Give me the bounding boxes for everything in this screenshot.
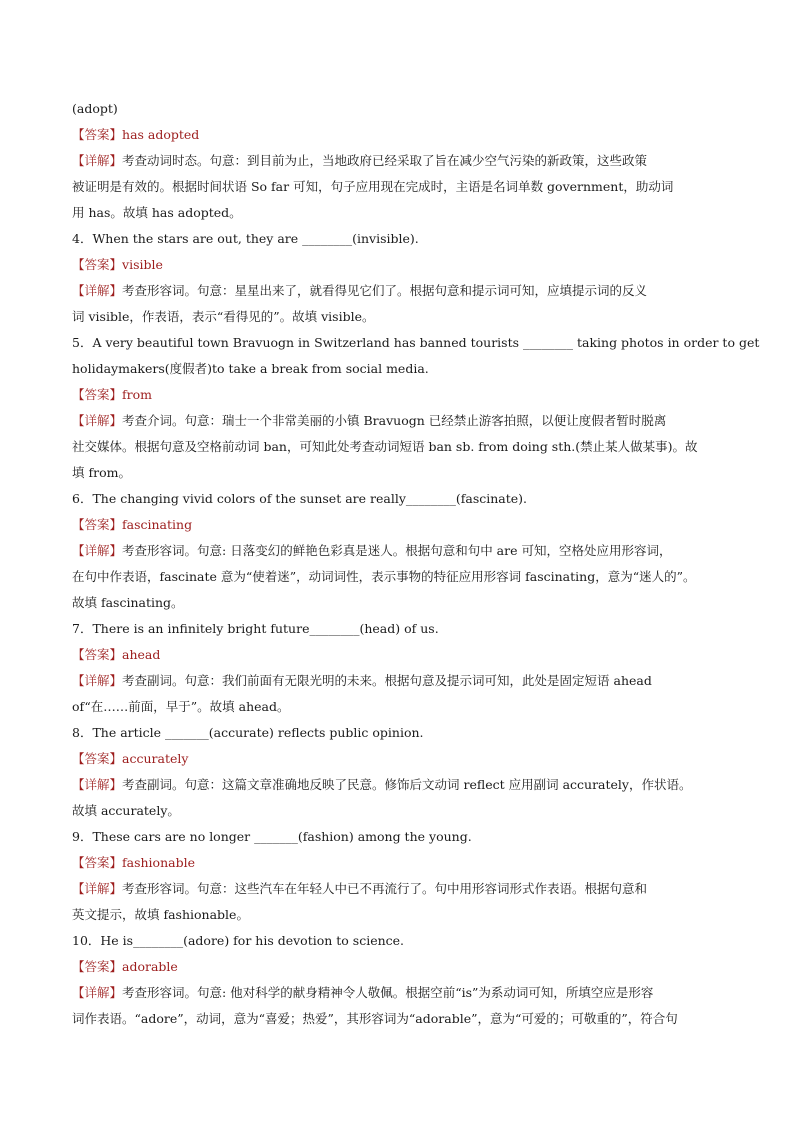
- body-text: 社交媒体。根据句意及空格前动词 ban，可知此处考查动词短语 ban sb. from doing sth.(禁止某人做某事)。故: [72, 439, 698, 454]
- answer-text: fascinating: [122, 517, 193, 532]
- text-line: [72, 226, 724, 252]
- answer-text: 【答案】: [72, 647, 123, 662]
- answer-text: 【答案】: [72, 127, 123, 142]
- text-line: [72, 460, 724, 486]
- answer-text: visible: [122, 257, 163, 272]
- text-line: [72, 616, 724, 642]
- answer-text: 【答案】: [72, 387, 123, 402]
- text-line: [72, 304, 724, 330]
- answer-text: 【详解】: [72, 413, 123, 428]
- text-line: [72, 850, 724, 876]
- body-text: 考查形容词。句意：星星出来了，就看得见它们了。根据句意和提示词可知，应填提示词的反义: [122, 283, 648, 298]
- body-text: (adopt): [72, 101, 118, 116]
- text-line: [72, 876, 724, 902]
- body-text: 10．He is________(adore) for his devotion to science.: [72, 933, 405, 948]
- answer-text: 【答案】: [72, 855, 123, 870]
- answer-text: from: [122, 387, 152, 402]
- answer-text: 【答案】: [72, 257, 123, 272]
- answer-text: ahead: [122, 647, 161, 662]
- body-text: 4．When the stars are out, they are ________(invisible).: [72, 231, 419, 246]
- text-line: [72, 382, 724, 408]
- answer-text: fashionable: [122, 855, 195, 870]
- body-text: 考查介词。句意：瑞士一个非常美丽的小镇 Bravuogn 已经禁止游客拍照，以便让度假者暂时脱离: [122, 413, 667, 428]
- text-line: [72, 330, 760, 356]
- text-line: [72, 356, 724, 382]
- body-text: 7．There is an infinitely bright future________(head) of us.: [72, 621, 439, 636]
- answer-text: adorable: [122, 959, 178, 974]
- answer-text: accurately: [122, 751, 189, 766]
- body-text: 考查动词时态。句意：到目前为止，当地政府已经采取了旨在减少空气污染的新政策，这些政策: [122, 153, 648, 168]
- text-line: [72, 200, 724, 226]
- body-text: 考查副词。句意：这篇文章准确地反映了民意。修饰后文动词 reflect 应用副词 accurately，作状语。: [122, 777, 692, 792]
- text-line: [72, 928, 724, 954]
- body-text: 填 from。: [72, 465, 131, 480]
- body-text: 考查形容词。句意：这些汽车在年轻人中已不再流行了。句中用形容词形式作表语。根据句意和: [122, 881, 648, 896]
- document-body: [72, 96, 760, 1032]
- body-text: 考查形容词。句意: 他对科学的献身精神令人敬佩。根据空前“is”为系动词可知，所填空应是形容: [122, 985, 654, 1000]
- text-line: [72, 772, 724, 798]
- text-line: [72, 824, 724, 850]
- body-text: 故填 fascinating。: [72, 595, 184, 610]
- body-text: 英文提示，故填 fashionable。: [72, 907, 249, 922]
- answer-text: has adopted: [122, 127, 200, 142]
- answer-text: 【详解】: [72, 985, 123, 1000]
- text-line: [72, 408, 724, 434]
- body-text: of“在……前面，早于”。故填 ahead。: [72, 699, 290, 714]
- text-line: [72, 278, 724, 304]
- text-line: [72, 252, 724, 278]
- text-line: [72, 590, 724, 616]
- answer-text: 【答案】: [72, 751, 123, 766]
- text-line: [72, 96, 724, 122]
- text-line: [72, 954, 724, 980]
- text-line: [72, 486, 724, 512]
- body-text: 8．The article _______(accurate) reflects public opinion.: [72, 725, 424, 740]
- text-line: [72, 538, 724, 564]
- answer-text: 【详解】: [72, 153, 123, 168]
- body-text: 考查形容词。句意: 日落变幻的鲜艳色彩真是迷人。根据句意和句中 are 可知，空格处应用形容词，: [122, 543, 672, 558]
- text-line: [72, 980, 724, 1006]
- answer-text: 【详解】: [72, 777, 123, 792]
- body-text: 故填 accurately。: [72, 803, 180, 818]
- text-line: [72, 746, 724, 772]
- answer-text: 【详解】: [72, 543, 123, 558]
- text-line: [72, 798, 724, 824]
- text-line: [72, 668, 724, 694]
- body-text: 9．These cars are no longer _______(fashion) among the young.: [72, 829, 472, 844]
- body-text: 6．The changing vivid colors of the sunset are really________(fascinate).: [72, 491, 528, 506]
- text-line: [72, 512, 724, 538]
- text-line: [72, 434, 724, 460]
- body-text: holidaymakers(度假者)to take a break from social media.: [72, 361, 429, 376]
- answer-text: 【详解】: [72, 881, 123, 896]
- body-text: 在句中作表语，fascinate 意为“使着迷”，动词词性，表示事物的特征应用形容词 fascinating，意为“迷人的”。: [72, 569, 696, 584]
- text-line: [72, 564, 724, 590]
- text-line: [72, 902, 724, 928]
- body-text: 词 visible，作表语，表示“看得见的”。故填 visible。: [72, 309, 375, 324]
- text-line: [72, 148, 724, 174]
- body-text: 词作表语。“adore”，动词，意为“喜爱；热爱”，其形容词为“adorable”，意为“可爱的；可敬重的”，符合句: [72, 1011, 678, 1026]
- text-line: [72, 174, 724, 200]
- answer-text: 【答案】: [72, 517, 123, 532]
- text-line: [72, 1006, 724, 1032]
- text-line: [72, 694, 724, 720]
- body-text: 被证明是有效的。根据时间状语 So far 可知，句子应用现在完成时，主语是名词单数 government，助动词: [72, 179, 674, 194]
- text-line: [72, 720, 724, 746]
- body-text: 用 has。故填 has adopted。: [72, 205, 242, 220]
- answer-text: 【详解】: [72, 283, 123, 298]
- text-line: [72, 642, 724, 668]
- body-text: 考查副词。句意：我们前面有无限光明的未来。根据句意及提示词可知，此处是固定短语 ahead: [122, 673, 652, 688]
- text-line: [72, 122, 724, 148]
- answer-text: 【答案】: [72, 959, 123, 974]
- body-text: 5．A very beautiful town Bravuogn in Switzerland has banned tourists ________ taking photos in order to get: [72, 335, 760, 350]
- answer-text: 【详解】: [72, 673, 123, 688]
